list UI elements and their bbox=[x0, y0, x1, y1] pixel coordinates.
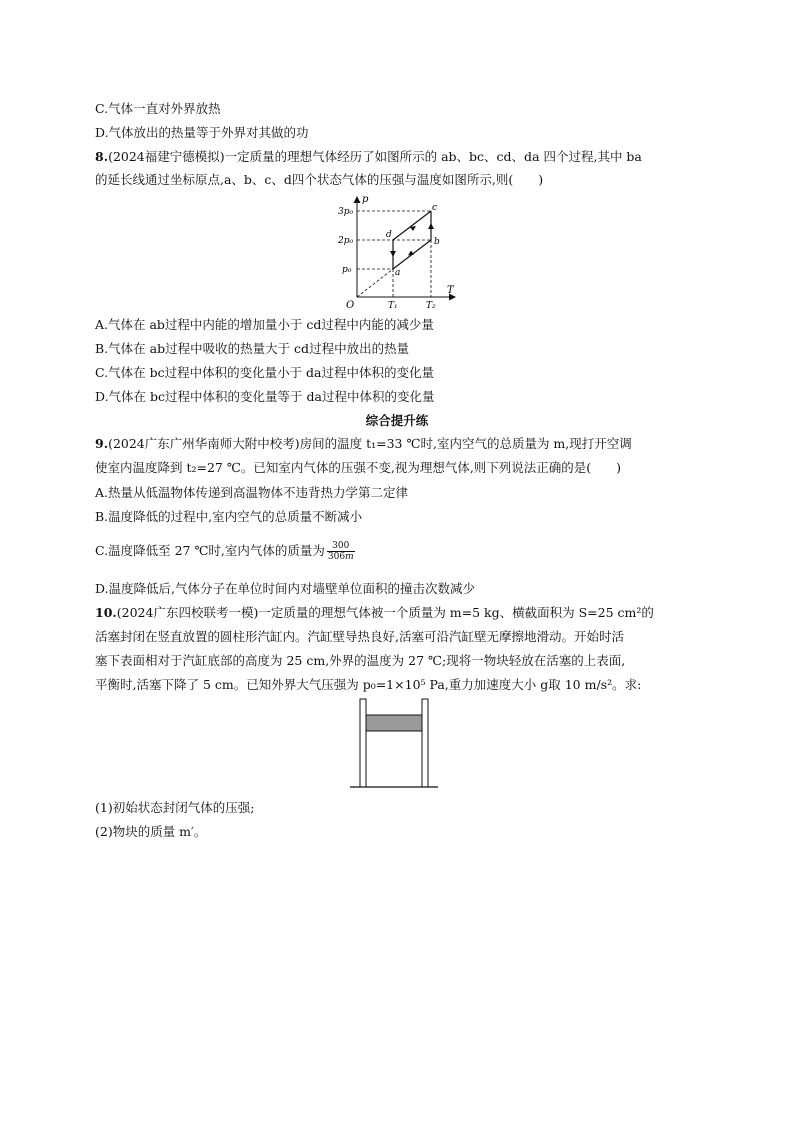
q7-option-c: C.气体一直对外界放热 bbox=[95, 101, 221, 116]
q9-option-c bbox=[95, 541, 355, 562]
y-axis-label: p bbox=[362, 194, 369, 205]
x-tick-t1: T₁ bbox=[388, 301, 398, 311]
q8-option-b: B.气体在 ab过程中吸收的热量大于 cd过程中放出的热量 bbox=[95, 341, 410, 356]
y-tick-p0: p₀ bbox=[342, 265, 352, 275]
x-tick-t2: T₂ bbox=[426, 301, 436, 311]
q10-stem-line4: 平衡时,活塞下降了 5 cm。已知外界大气压强为 p₀=1×10⁵ Pa,重力加速度大小 g取 10 m/s²。求: bbox=[95, 677, 642, 692]
q8-option-a: A.气体在 ab过程中内能的增加量小于 cd过程中内能的减少量 bbox=[95, 317, 434, 332]
point-d: d bbox=[386, 230, 392, 240]
x-axis-label: T bbox=[447, 285, 454, 296]
arrow-da bbox=[390, 251, 396, 257]
q10-stem-text1: (2024广东四校联考一模)一定质量的理想气体被一个质量为 m=5 kg、横截面积为 S=25 cm²的 bbox=[116, 605, 654, 620]
q7-option-d: D.气体放出的热量等于外界对其做的功 bbox=[95, 125, 309, 140]
q9-option-c-text: C.温度降低至 27 ℃时,室内气体的质量为 bbox=[95, 543, 325, 558]
piston bbox=[366, 715, 422, 731]
q9-option-d: D.温度降低后,气体分子在单位时间内对墙壁单位面积的撞击次数减少 bbox=[95, 581, 476, 596]
q8-option-c: C.气体在 bc过程中体积的变化量小于 da过程中体积的变化量 bbox=[95, 365, 434, 380]
q9-stem-line1 bbox=[95, 435, 632, 453]
q9-fraction bbox=[327, 541, 355, 562]
q8-number: 8. bbox=[95, 149, 109, 164]
q10-stem-line2: 活塞封闭在竖直放置的圆柱形汽缸内。汽缸壁导热良好,活塞可沿汽缸壁无摩擦地滑动。开始时活 bbox=[95, 629, 624, 644]
fraction-mass-symbol: m bbox=[345, 552, 354, 562]
q9-option-a: A.热量从低温物体传递到高温物体不违背热力学第二定律 bbox=[95, 485, 409, 500]
process-cd bbox=[393, 211, 431, 240]
point-b: b bbox=[434, 237, 440, 247]
fraction-denominator-value: 306 bbox=[327, 552, 346, 562]
origin-label: O bbox=[346, 300, 355, 311]
q9-stem-line2: 使室内温度降到 t₂=27 ℃。已知室内气体的压强不变,视为理想气体,则下列说法正确的是( ) bbox=[95, 460, 622, 475]
q9-option-b: B.温度降低的过程中,室内空气的总质量不断减小 bbox=[95, 509, 363, 524]
arrow-bc bbox=[428, 223, 434, 229]
q10-stem-line3: 塞下表面相对于汽缸底部的高度为 25 cm,外界的温度为 27 ℃;现将一物块轻放在活塞的上表面, bbox=[95, 653, 626, 668]
q10-stem-line1 bbox=[95, 604, 654, 622]
cylinder-left-wall bbox=[360, 699, 366, 787]
q8-option-d: D.气体在 bc过程中体积的变化量等于 da过程中体积的变化量 bbox=[95, 389, 435, 404]
q10-part2: (2)物块的质量 m′。 bbox=[95, 824, 207, 839]
q8-stem-line2: 的延长线通过坐标原点,a、b、c、d四个状态气体的压强与温度如图所示,则( ) bbox=[95, 172, 544, 187]
q10-number: 10. bbox=[95, 605, 117, 620]
p-t-graph bbox=[335, 193, 465, 311]
q8-stem-text1: (2024福建宁德模拟)一定质量的理想气体经历了如图所示的 ab、bc、cd、da 四个过程,其中 ba bbox=[108, 149, 642, 164]
y-tick-3p0: 3p₀ bbox=[338, 207, 354, 217]
point-a: a bbox=[395, 268, 401, 278]
q9-stem-text1: (2024广东广州华南师大附中校考)房间的温度 t₁=33 ℃时,室内空气的总质量为 m,现打开空调 bbox=[108, 436, 632, 451]
y-tick-2p0: 2p₀ bbox=[338, 236, 354, 246]
cylinder-right-wall bbox=[422, 699, 428, 787]
fraction-numerator: 300 bbox=[327, 541, 355, 552]
fraction-denominator bbox=[327, 552, 355, 562]
cylinder-diagram bbox=[348, 697, 438, 793]
q9-number: 9. bbox=[95, 436, 109, 451]
point-c: c bbox=[432, 203, 438, 213]
section-title: 综合提升练 bbox=[365, 413, 429, 428]
q10-part1: (1)初始状态封闭气体的压强; bbox=[95, 800, 255, 815]
q8-stem-line1 bbox=[95, 148, 642, 166]
